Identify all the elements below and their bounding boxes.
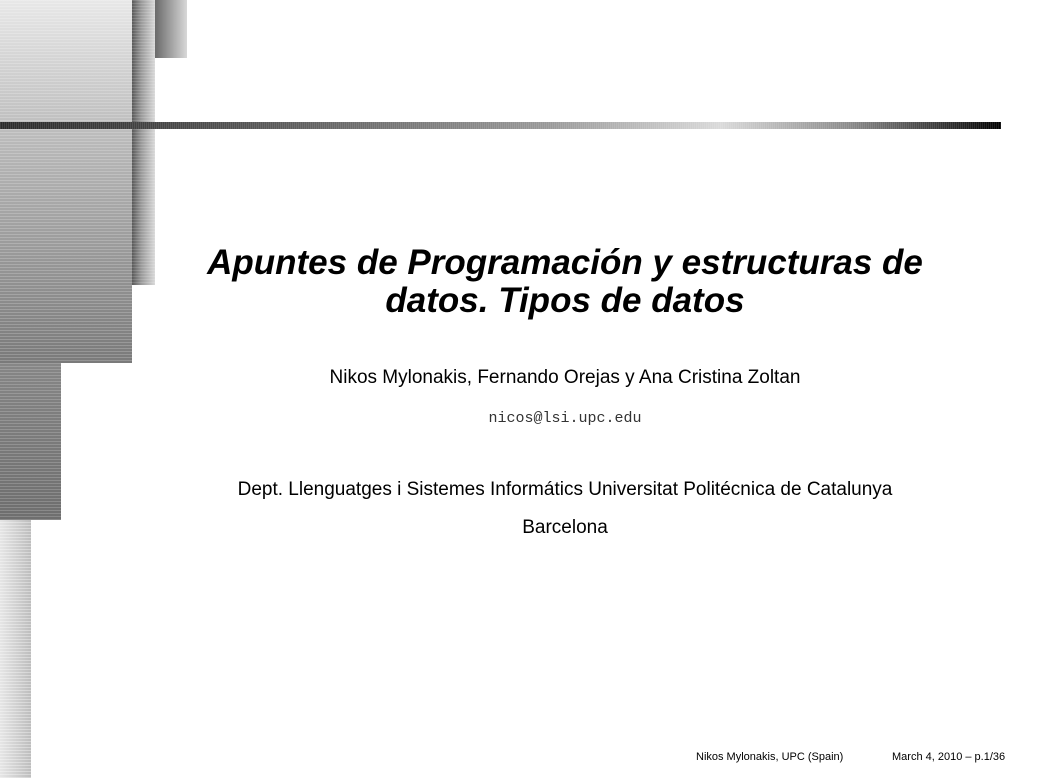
- decorative-bar-vertical: [132, 0, 155, 285]
- slide-title-line-1: Apuntes de Programación y estructuras de: [207, 243, 923, 282]
- city: Barcelona: [522, 517, 608, 538]
- footer-date-page: March 4, 2010 – p.1/36: [892, 751, 1006, 763]
- slide-title-line-2: datos. Tipos de datos: [385, 281, 745, 320]
- department-affiliation: Dept. Llenguatges i Sistemes Informátics Universitat Politécnica de Catalunya: [237, 479, 893, 500]
- slide-title: [130, 244, 1000, 320]
- footer-author: Nikos Mylonakis, UPC (Spain): [696, 751, 844, 763]
- author-email: nicos@lsi.upc.edu: [488, 410, 642, 427]
- slide-authors: Nikos Mylonakis, Fernando Orejas y Ana Cristina Zoltan: [329, 367, 801, 388]
- decorative-bar-left-inner: [0, 0, 132, 363]
- header-rule: [0, 122, 1001, 129]
- decorative-square-top: [155, 0, 187, 58]
